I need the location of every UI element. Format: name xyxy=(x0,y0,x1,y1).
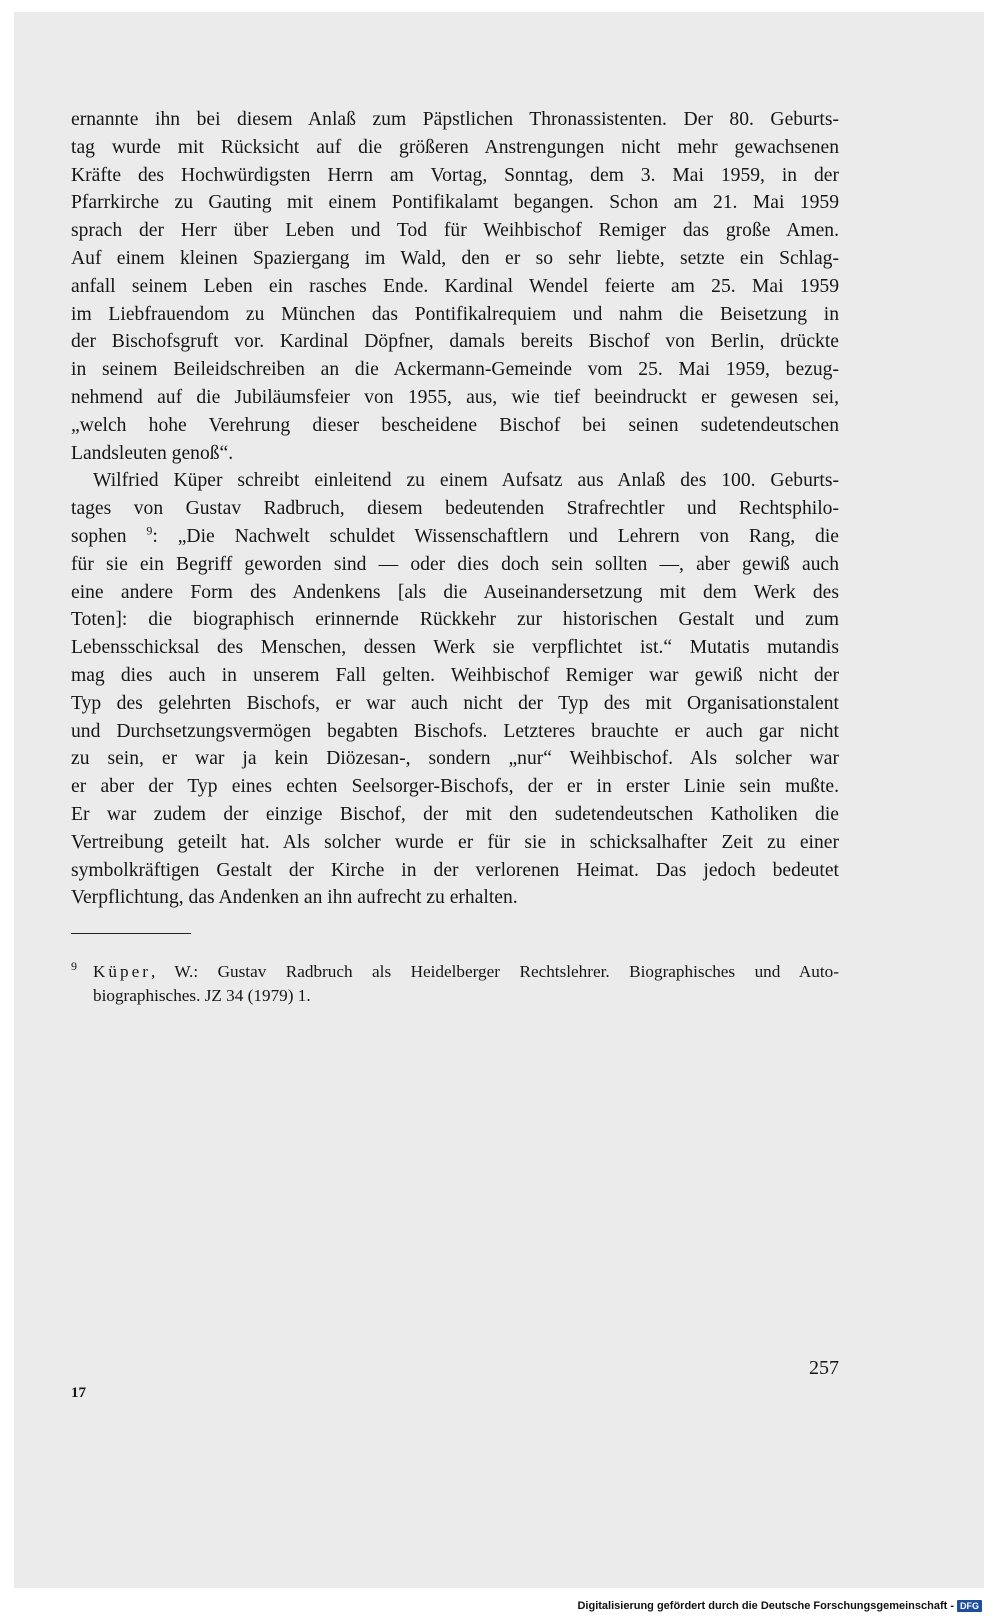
text-line: Er war zudem der einzige Bischof, der mit den sudetendeutschen Katholiken die xyxy=(71,803,839,825)
text-line: für sie ein Begriff geworden sind — oder dies doch sein sollten —, aber gewiß auch xyxy=(71,553,839,575)
footnote-text: biographisches. JZ 34 (1979) 1. xyxy=(93,986,311,1005)
footnote-separator xyxy=(71,933,191,934)
text-line: zu sein, er war ja kein Diözesan-, sondern „nur“ Weihbischof. Als solcher war xyxy=(71,748,839,770)
text-line: Pfarrkirche zu Gauting mit einem Pontifikalamt begangen. Schon am 21. Mai 1959 xyxy=(71,192,839,214)
text-line: „welch hohe Verehrung dieser bescheidene Bischof bei seinen sudetendeutschen xyxy=(71,414,839,436)
text-line: in seinem Beileidschreiben an die Ackermann-Gemeinde vom 25. Mai 1959, bezug- xyxy=(71,359,839,381)
text-line: eine andere Form des Andenkens [als die Auseinandersetzung mit dem Werk des xyxy=(71,581,839,603)
digitization-credit xyxy=(577,1600,982,1612)
text-line: und Durchsetzungsvermögen begabten Bischofs. Letzteres brauchte er auch gar nicht xyxy=(71,720,839,742)
text-line: der Bischofsgruft vor. Kardinal Döpfner, damals bereits Bischof von Berlin, drückte xyxy=(71,331,839,353)
text-line: mag dies auch in unserem Fall gelten. Weihbischof Remiger war gewiß nicht der xyxy=(71,664,839,686)
body-text xyxy=(71,106,839,912)
text-line: nehmend auf die Jubiläumsfeier von 1955, aus, wie tief beeindruckt er gewesen sei, xyxy=(71,386,839,408)
credit-text: Digitalisierung gefördert durch die Deutsche Forschungsgemeinschaft - xyxy=(577,1600,954,1612)
text-line: er aber der Typ eines echten Seelsorger-Bischofs, der er in erster Linie sein mußte. xyxy=(71,776,839,798)
page-number: 257 xyxy=(809,1357,839,1379)
text-line: Typ des gelehrten Bischofs, er war auch nicht der Typ des mit Organisationstalent xyxy=(71,692,839,714)
footnote-text: , W.: Gustav Radbruch als Heidelberger Rechtslehrer. Biographisches und Auto- xyxy=(150,962,839,981)
text-line: Auf einem kleinen Spaziergang im Wald, den er so sehr liebte, setzte ein Schlag- xyxy=(71,247,839,269)
dfg-logo: DFG xyxy=(957,1600,982,1612)
footnote xyxy=(71,960,839,1008)
text-line: anfall seinem Leben ein rasches Ende. Kardinal Wendel feierte am 25. Mai 1959 xyxy=(71,275,839,297)
text-line: sprach der Herr über Leben und Tod für Weihbischof Remiger das große Amen. xyxy=(71,220,839,242)
text-line: Kräfte des Hochwürdigsten Herrn am Vortag, Sonntag, dem 3. Mai 1959, in der xyxy=(71,164,839,186)
footnote-author: Küper xyxy=(93,962,151,981)
footnote-line: 9 Küper, W.: Gustav Radbruch als Heidelberger Rechtslehrer. Biographisches und Auto- xyxy=(71,959,839,981)
text-line: Toten]: die biographisch erinnernde Rückkehr zur historischen Gestalt und zum xyxy=(71,609,839,631)
text-line: Vertreibung geteilt hat. Als solcher wurde er für sie in schicksalhafter Zeit zu einer xyxy=(71,831,839,853)
text-line: Verpflichtung, das Andenken an ihn aufrecht zu erhalten. xyxy=(71,887,518,909)
text-fragment: : „Die Nachwelt schuldet Wissenschaftlern und Lehrern von Rang, die xyxy=(152,525,839,547)
text-line: symbolkräftigen Gestalt der Kirche in der verlorenen Heimat. Das jedoch bedeutet xyxy=(71,859,839,881)
text-line: Landsleuten genoß“. xyxy=(71,442,234,464)
footnote-line xyxy=(71,984,839,1008)
footnote-reference: 9 xyxy=(146,523,153,538)
text-fragment: sophen xyxy=(71,525,127,547)
text-line-with-footnote-ref xyxy=(71,523,839,551)
signature-mark: 17 xyxy=(71,1385,86,1401)
text-line: im Liebfrauendom zu München das Pontifikalrequiem und nahm die Beisetzung in xyxy=(71,303,839,325)
text-line: ernannte ihn bei diesem Anlaß zum Päpstlichen Thronassistenten. Der 80. Geburts- xyxy=(71,109,839,130)
text-line: tages von Gustav Radbruch, diesem bedeutenden Strafrechtler und Rechtsphilo- xyxy=(71,498,839,520)
text-line: Wilfried Küper schreibt einleitend zu einem Aufsatz aus Anlaß des 100. Geburts- xyxy=(93,470,839,492)
text-line: tag wurde mit Rücksicht auf die größeren Anstrengungen nicht mehr gewachsenen xyxy=(71,136,839,158)
text-line: Lebensschicksal des Menschen, dessen Werk sie verpflichtet ist.“ Mutatis mutandis xyxy=(71,637,839,659)
